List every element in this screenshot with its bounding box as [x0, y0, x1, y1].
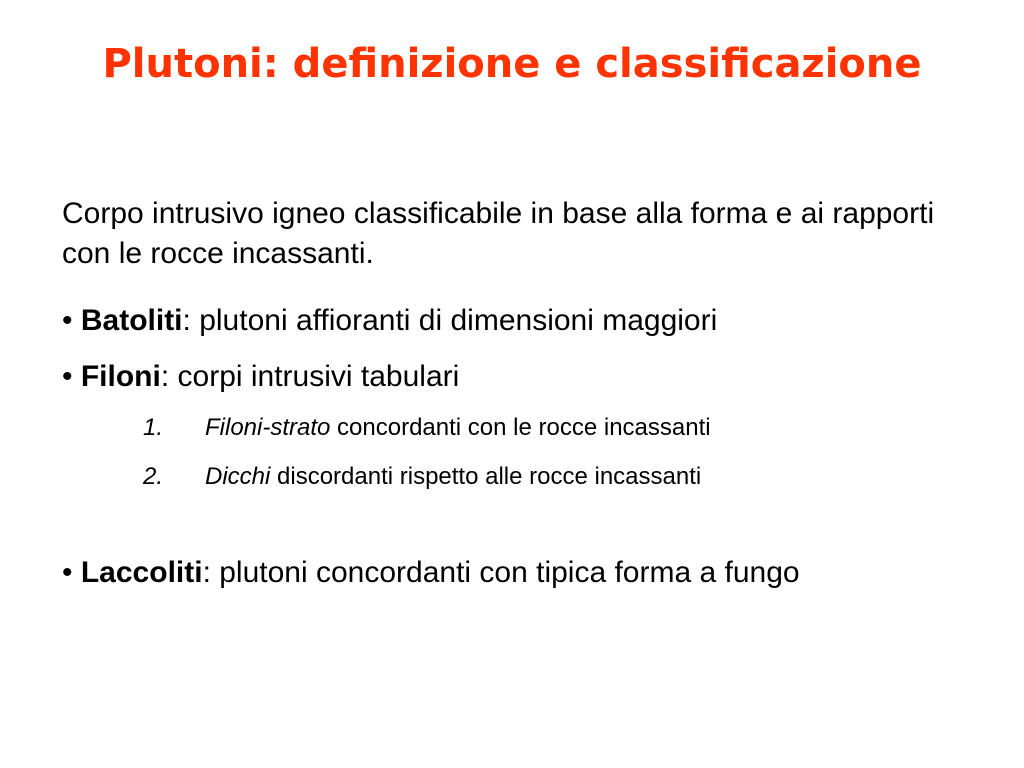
bullet-term-laccoliti: Laccoliti [80, 556, 203, 589]
slide-title: Plutoni: definizione e classificazione [102, 41, 922, 87]
bullet-term-batoliti: Batoliti [80, 304, 183, 337]
sub-item-number: 1. [143, 414, 164, 441]
bullet-text-laccoliti: : plutoni concordanti con tipica forma a fungo [202, 556, 800, 589]
bullet-laccoliti [62, 553, 962, 593]
bullet-marker: • [62, 360, 73, 393]
sub-item-term: Filoni-strato [205, 414, 331, 441]
sub-item-term: Dicchi [205, 463, 271, 490]
bullet-marker: • [62, 556, 73, 589]
bullet-batoliti [62, 301, 962, 341]
bullet-term-filoni: Filoni [80, 360, 161, 393]
sub-item-dicchi [143, 462, 993, 492]
sub-item-text: discordanti rispetto alle rocce incassanti [270, 463, 702, 490]
bullet-text-filoni: : corpi intrusivi tabulari [160, 360, 460, 393]
sub-item-number: 2. [143, 463, 164, 490]
bullet-marker: • [62, 304, 73, 337]
bullet-filoni [62, 357, 962, 397]
sub-item-filoni-strato [143, 413, 993, 443]
intro-paragraph: Corpo intrusivo igneo classificabile in base alla forma e ai rapporti con le rocce incassanti. [62, 197, 935, 270]
bullet-text-batoliti: : plutoni affioranti di dimensioni maggiori [182, 304, 718, 337]
sub-item-text: concordanti con le rocce incassanti [330, 414, 711, 441]
